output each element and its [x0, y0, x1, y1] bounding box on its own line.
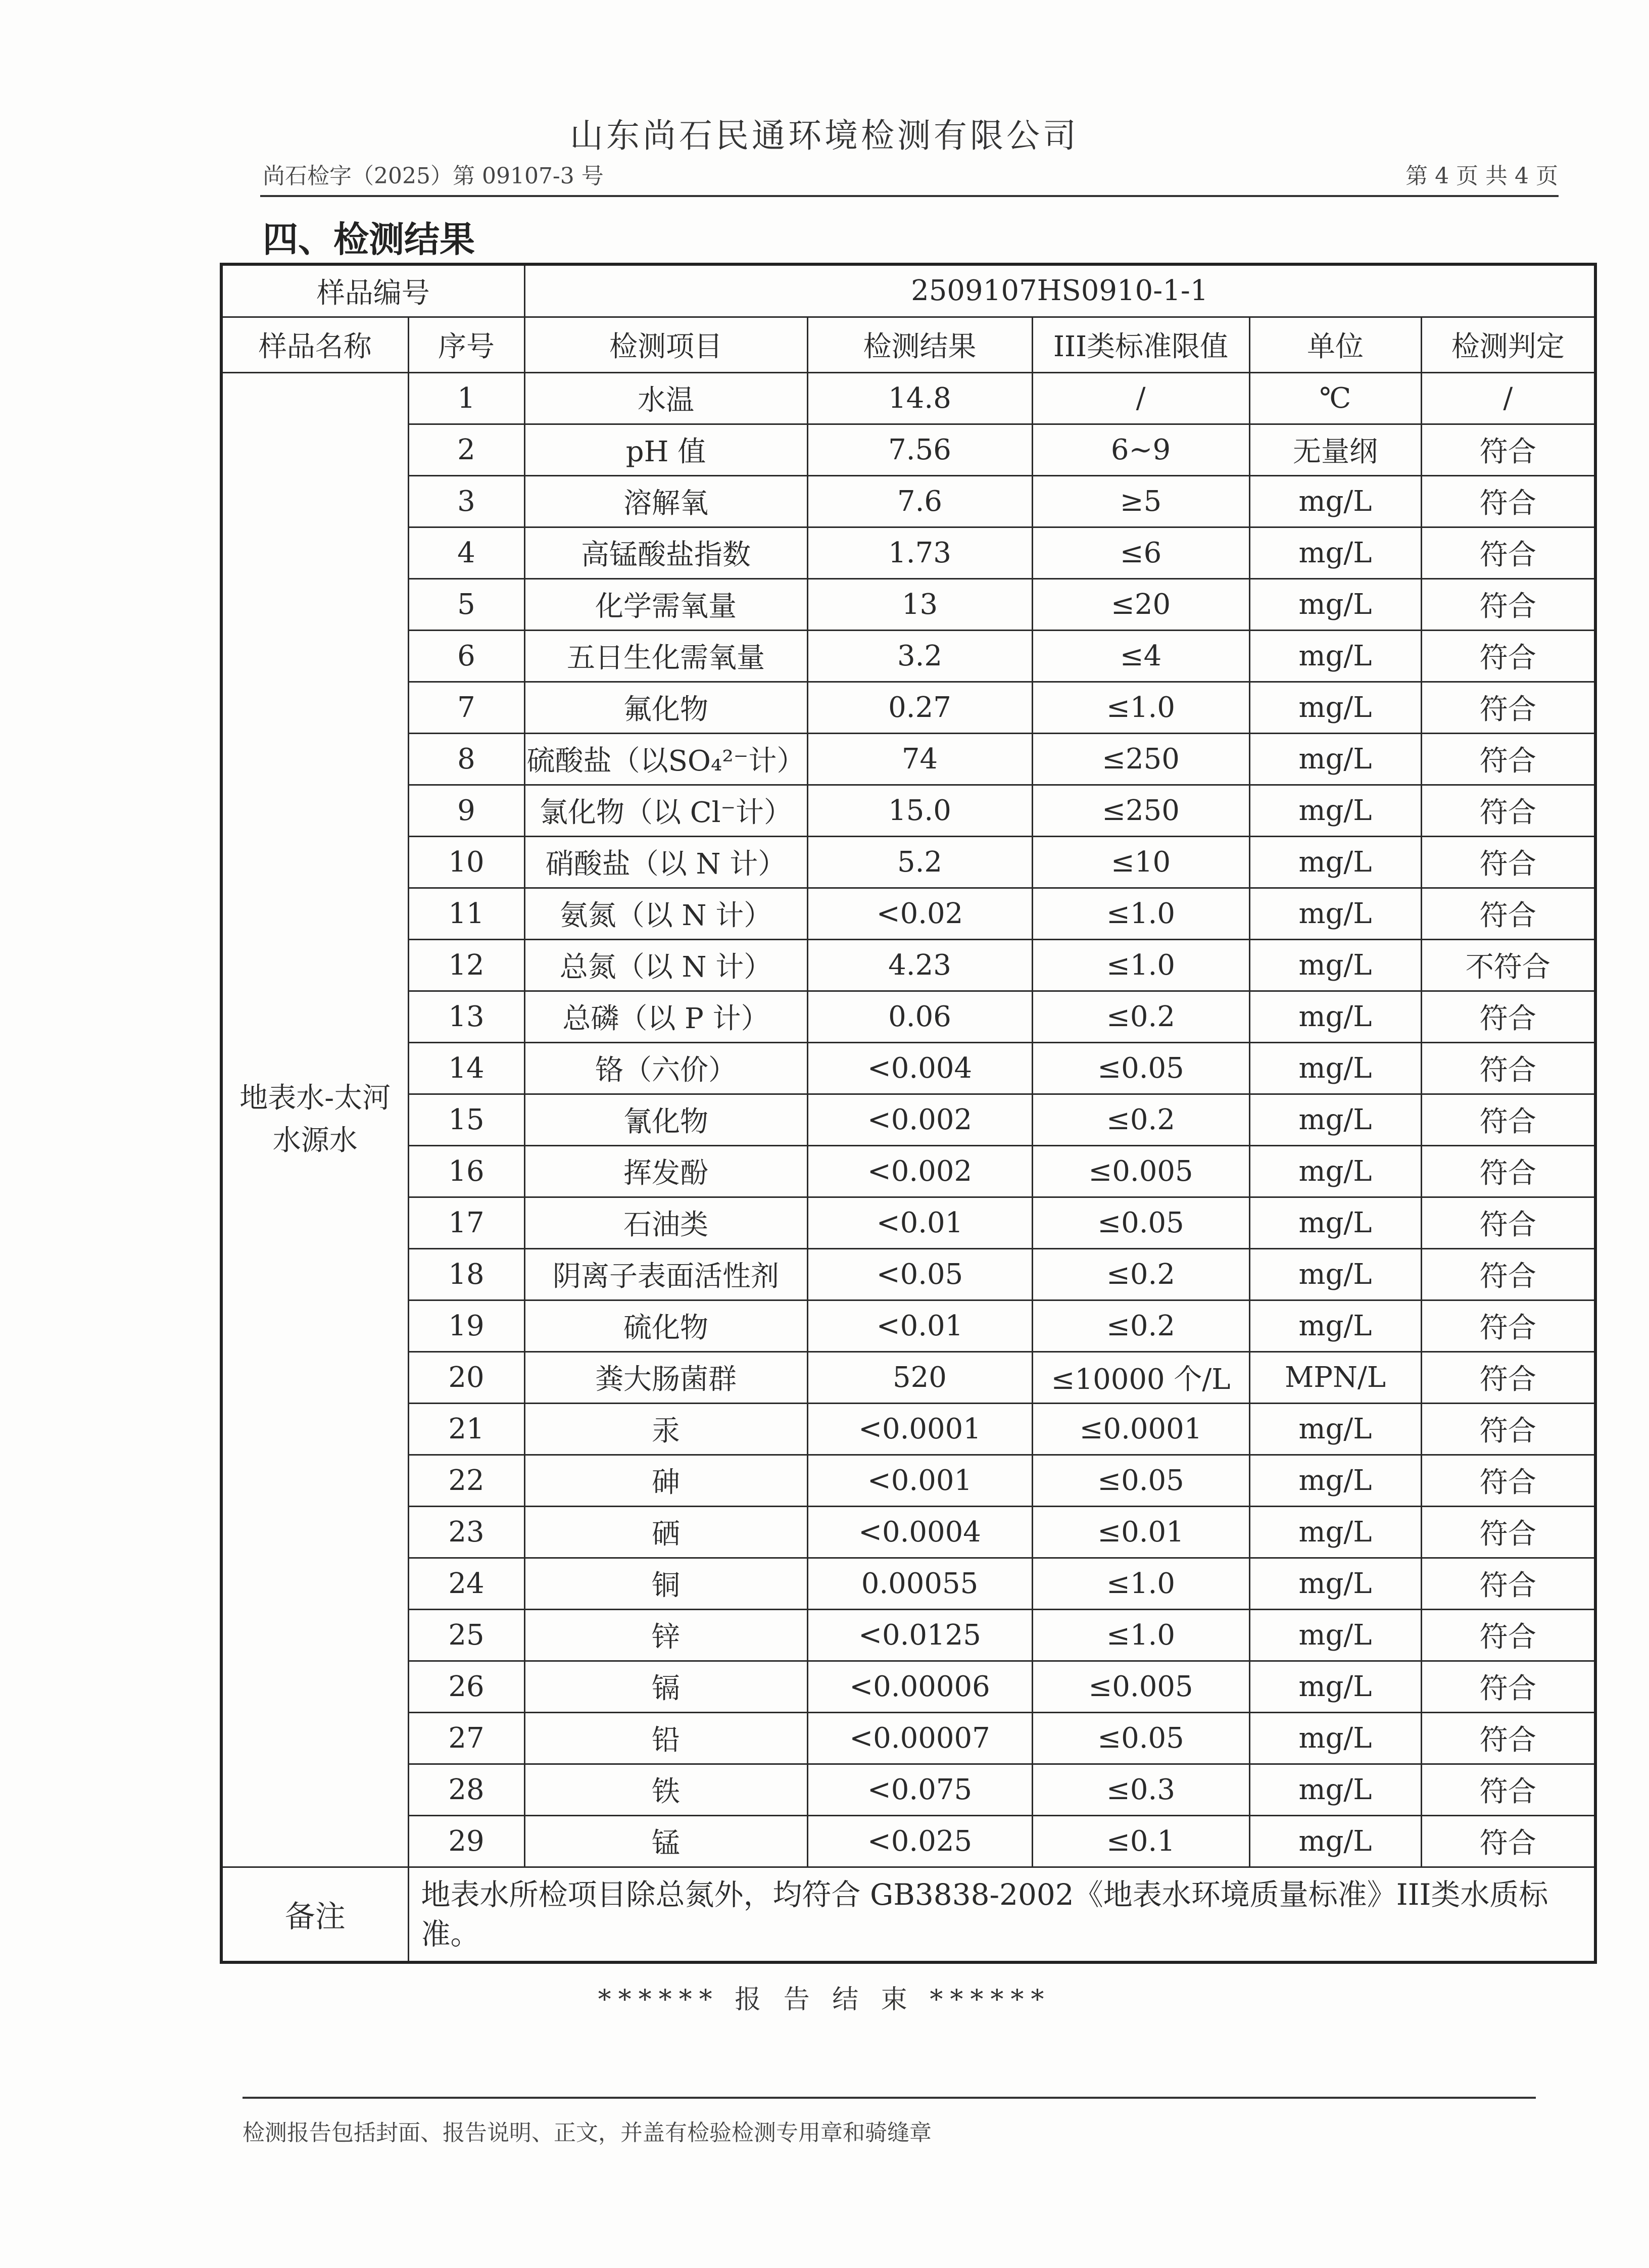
table-row — [221, 1300, 1595, 1352]
row-number-cell: 14 — [408, 1042, 524, 1094]
table-row — [221, 682, 1595, 733]
test-item-cell: 氰化物 — [524, 1094, 807, 1145]
row-number-cell: 17 — [408, 1197, 524, 1248]
table-row — [221, 785, 1595, 836]
row-number-cell: 3 — [408, 475, 524, 527]
judgement-cell: 符合 — [1421, 424, 1595, 475]
judgement-cell: 符合 — [1421, 578, 1595, 630]
test-result-cell: <0.00006 — [807, 1661, 1032, 1712]
test-item-cell: 总氮（以 N 计） — [524, 939, 807, 991]
row-number-cell: 24 — [408, 1558, 524, 1609]
row-number-cell: 27 — [408, 1712, 524, 1764]
report-number: 尚石检字（2025）第 09107-3 号 — [263, 163, 604, 189]
test-result-cell: <0.004 — [807, 1042, 1032, 1094]
test-result-cell: <0.0001 — [807, 1403, 1032, 1455]
standard-limit-cell: ≤0.005 — [1032, 1145, 1249, 1197]
test-result-cell: 7.56 — [807, 424, 1032, 475]
standard-limit-cell: ≤0.05 — [1032, 1455, 1249, 1506]
results-table — [220, 263, 1597, 1964]
test-result-cell: 74 — [807, 733, 1032, 785]
sample-number-label: 样品编号 — [221, 264, 524, 317]
standard-limit-cell: ≤0.05 — [1032, 1197, 1249, 1248]
table-row — [221, 1094, 1595, 1145]
row-number-cell: 6 — [408, 630, 524, 682]
table-row — [221, 888, 1595, 939]
column-header: 检测项目 — [524, 317, 807, 372]
unit-cell: mg/L — [1249, 1403, 1421, 1455]
judgement-cell: 符合 — [1421, 991, 1595, 1042]
sample-number-value: 2509107HS0910-1-1 — [524, 264, 1595, 317]
test-item-cell: 铁 — [524, 1764, 807, 1815]
test-result-cell: <0.001 — [807, 1455, 1032, 1506]
footer-note: 检测报告包括封面、报告说明、正文，并盖有检验检测专用章和骑缝章 — [243, 2120, 932, 2146]
judgement-cell: 符合 — [1421, 1403, 1595, 1455]
unit-cell: mg/L — [1249, 578, 1421, 630]
unit-cell: mg/L — [1249, 1094, 1421, 1145]
row-number-cell: 1 — [408, 372, 524, 424]
table-row — [221, 475, 1595, 527]
standard-limit-cell: ≤10000 个/L — [1032, 1352, 1249, 1403]
standard-limit-cell: ≤0.05 — [1032, 1042, 1249, 1094]
judgement-cell: 符合 — [1421, 1661, 1595, 1712]
standard-limit-cell: ≤1.0 — [1032, 888, 1249, 939]
column-header: 序号 — [408, 317, 524, 372]
standard-limit-cell: 6~9 — [1032, 424, 1249, 475]
unit-cell: mg/L — [1249, 939, 1421, 991]
judgement-cell: 符合 — [1421, 836, 1595, 888]
test-item-cell: 硝酸盐（以 N 计） — [524, 836, 807, 888]
remark-label: 备注 — [221, 1867, 408, 1962]
test-result-cell: 5.2 — [807, 836, 1032, 888]
unit-cell: mg/L — [1249, 1609, 1421, 1661]
standard-limit-cell: ≤4 — [1032, 630, 1249, 682]
test-result-cell: <0.01 — [807, 1300, 1032, 1352]
remark-text: 地表水所检项目除总氮外，均符合 GB3838-2002《地表水环境质量标准》III类水质标准。 — [408, 1867, 1595, 1962]
standard-limit-cell: ≤1.0 — [1032, 1558, 1249, 1609]
unit-cell: mg/L — [1249, 682, 1421, 733]
test-result-cell: <0.0125 — [807, 1609, 1032, 1661]
page-info: 第 4 页 共 4 页 — [1405, 163, 1558, 189]
header-rule — [260, 195, 1559, 197]
test-result-cell: 15.0 — [807, 785, 1032, 836]
unit-cell: mg/L — [1249, 733, 1421, 785]
standard-limit-cell: ≤0.2 — [1032, 1300, 1249, 1352]
row-number-cell: 22 — [408, 1455, 524, 1506]
standard-limit-cell: ≤0.2 — [1032, 991, 1249, 1042]
judgement-cell: 符合 — [1421, 527, 1595, 578]
unit-cell: mg/L — [1249, 785, 1421, 836]
test-item-cell: 硒 — [524, 1506, 807, 1558]
table-header-row — [221, 317, 1595, 372]
judgement-cell: / — [1421, 372, 1595, 424]
unit-cell: mg/L — [1249, 527, 1421, 578]
table-row — [221, 836, 1595, 888]
table-row — [221, 991, 1595, 1042]
test-item-cell: 镉 — [524, 1661, 807, 1712]
test-result-cell: <0.01 — [807, 1197, 1032, 1248]
test-result-cell: <0.002 — [807, 1145, 1032, 1197]
judgement-cell: 符合 — [1421, 1197, 1595, 1248]
test-item-cell: 溶解氧 — [524, 475, 807, 527]
test-item-cell: 氨氮（以 N 计） — [524, 888, 807, 939]
unit-cell: mg/L — [1249, 630, 1421, 682]
test-result-cell: 13 — [807, 578, 1032, 630]
unit-cell: mg/L — [1249, 1558, 1421, 1609]
test-result-cell: <0.0004 — [807, 1506, 1032, 1558]
unit-cell: mg/L — [1249, 1042, 1421, 1094]
standard-limit-cell: ≤0.01 — [1032, 1506, 1249, 1558]
test-item-cell: 总磷（以 P 计） — [524, 991, 807, 1042]
table-row — [221, 1609, 1595, 1661]
row-number-cell: 21 — [408, 1403, 524, 1455]
table-row — [221, 1506, 1595, 1558]
standard-limit-cell: ≤250 — [1032, 785, 1249, 836]
row-number-cell: 11 — [408, 888, 524, 939]
row-number-cell: 10 — [408, 836, 524, 888]
column-header: 检测结果 — [807, 317, 1032, 372]
test-result-cell: <0.05 — [807, 1248, 1032, 1300]
judgement-cell: 符合 — [1421, 1352, 1595, 1403]
standard-limit-cell: ≤0.1 — [1032, 1815, 1249, 1867]
test-result-cell: 520 — [807, 1352, 1032, 1403]
standard-limit-cell: ≤6 — [1032, 527, 1249, 578]
test-result-cell: 0.00055 — [807, 1558, 1032, 1609]
standard-limit-cell: / — [1032, 372, 1249, 424]
unit-cell: mg/L — [1249, 1248, 1421, 1300]
test-item-cell: 硫化物 — [524, 1300, 807, 1352]
test-item-cell: 铅 — [524, 1712, 807, 1764]
unit-cell: mg/L — [1249, 475, 1421, 527]
judgement-cell: 符合 — [1421, 888, 1595, 939]
judgement-cell: 符合 — [1421, 475, 1595, 527]
test-item-cell: 粪大肠菌群 — [524, 1352, 807, 1403]
table-row — [221, 939, 1595, 991]
row-number-cell: 8 — [408, 733, 524, 785]
unit-cell: mg/L — [1249, 1197, 1421, 1248]
sample-name-cell: 地表水-太河水源水 — [221, 372, 408, 1867]
unit-cell: mg/L — [1249, 1764, 1421, 1815]
unit-cell: mg/L — [1249, 1145, 1421, 1197]
column-header: 单位 — [1249, 317, 1421, 372]
remark-row — [221, 1867, 1595, 1962]
judgement-cell: 符合 — [1421, 682, 1595, 733]
test-result-cell: 4.23 — [807, 939, 1032, 991]
unit-cell: mg/L — [1249, 1455, 1421, 1506]
table-row — [221, 1197, 1595, 1248]
judgement-cell: 符合 — [1421, 1042, 1595, 1094]
test-result-cell: 14.8 — [807, 372, 1032, 424]
test-item-cell: 五日生化需氧量 — [524, 630, 807, 682]
standard-limit-cell: ≤1.0 — [1032, 939, 1249, 991]
company-name: 山东尚石民通环境检测有限公司 — [570, 116, 1079, 155]
standard-limit-cell: ≤1.0 — [1032, 1609, 1249, 1661]
standard-limit-cell: ≤1.0 — [1032, 682, 1249, 733]
judgement-cell: 符合 — [1421, 630, 1595, 682]
unit-cell: mg/L — [1249, 1506, 1421, 1558]
table-row — [221, 1042, 1595, 1094]
judgement-cell: 符合 — [1421, 1300, 1595, 1352]
test-item-cell: pH 值 — [524, 424, 807, 475]
judgement-cell: 符合 — [1421, 1712, 1595, 1764]
test-item-cell: 氯化物（以 Cl⁻计） — [524, 785, 807, 836]
test-item-cell: 汞 — [524, 1403, 807, 1455]
row-number-cell: 9 — [408, 785, 524, 836]
row-number-cell: 23 — [408, 1506, 524, 1558]
standard-limit-cell: ≤250 — [1032, 733, 1249, 785]
report-end-mark: ****** 报 告 结 束 ****** — [598, 1985, 1051, 2015]
standard-limit-cell: ≤0.005 — [1032, 1661, 1249, 1712]
test-result-cell: <0.025 — [807, 1815, 1032, 1867]
test-item-cell: 高锰酸盐指数 — [524, 527, 807, 578]
standard-limit-cell: ≤10 — [1032, 836, 1249, 888]
unit-cell: mg/L — [1249, 1712, 1421, 1764]
row-number-cell: 15 — [408, 1094, 524, 1145]
table-row — [221, 372, 1595, 424]
judgement-cell: 符合 — [1421, 1455, 1595, 1506]
test-item-cell: 阴离子表面活性剂 — [524, 1248, 807, 1300]
row-number-cell: 29 — [408, 1815, 524, 1867]
table-row — [221, 1558, 1595, 1609]
judgement-cell: 符合 — [1421, 733, 1595, 785]
table-row — [221, 1712, 1595, 1764]
section-title: 四、检测结果 — [263, 219, 475, 260]
standard-limit-cell: ≤0.2 — [1032, 1094, 1249, 1145]
test-result-cell: 0.06 — [807, 991, 1032, 1042]
unit-cell: 无量纲 — [1249, 424, 1421, 475]
test-item-cell: 锌 — [524, 1609, 807, 1661]
test-item-cell: 砷 — [524, 1455, 807, 1506]
test-item-cell: 水温 — [524, 372, 807, 424]
table-row — [221, 630, 1595, 682]
test-result-cell: <0.002 — [807, 1094, 1032, 1145]
test-result-cell: 1.73 — [807, 527, 1032, 578]
table-row — [221, 424, 1595, 475]
table-row — [221, 1403, 1595, 1455]
table-row — [221, 578, 1595, 630]
row-number-cell: 13 — [408, 991, 524, 1042]
unit-cell: MPN/L — [1249, 1352, 1421, 1403]
table-row — [221, 1248, 1595, 1300]
standard-limit-cell: ≤0.0001 — [1032, 1403, 1249, 1455]
table-row — [221, 1455, 1595, 1506]
row-number-cell: 19 — [408, 1300, 524, 1352]
unit-cell: mg/L — [1249, 1815, 1421, 1867]
judgement-cell: 符合 — [1421, 785, 1595, 836]
judgement-cell: 符合 — [1421, 1609, 1595, 1661]
unit-cell: mg/L — [1249, 1661, 1421, 1712]
standard-limit-cell: ≤0.05 — [1032, 1712, 1249, 1764]
test-result-cell: 3.2 — [807, 630, 1032, 682]
row-number-cell: 12 — [408, 939, 524, 991]
row-number-cell: 16 — [408, 1145, 524, 1197]
row-number-cell: 20 — [408, 1352, 524, 1403]
judgement-cell: 符合 — [1421, 1094, 1595, 1145]
test-item-cell: 锰 — [524, 1815, 807, 1867]
judgement-cell: 符合 — [1421, 1506, 1595, 1558]
row-number-cell: 28 — [408, 1764, 524, 1815]
row-number-cell: 7 — [408, 682, 524, 733]
table-row — [221, 1815, 1595, 1867]
column-header: 样品名称 — [221, 317, 408, 372]
judgement-cell: 不符合 — [1421, 939, 1595, 991]
table-row — [221, 1764, 1595, 1815]
table-row — [221, 1352, 1595, 1403]
column-header: III类标准限值 — [1032, 317, 1249, 372]
row-number-cell: 2 — [408, 424, 524, 475]
row-number-cell: 5 — [408, 578, 524, 630]
judgement-cell: 符合 — [1421, 1558, 1595, 1609]
unit-cell: mg/L — [1249, 888, 1421, 939]
test-result-cell: 7.6 — [807, 475, 1032, 527]
standard-limit-cell: ≥5 — [1032, 475, 1249, 527]
unit-cell: mg/L — [1249, 1300, 1421, 1352]
unit-cell: ℃ — [1249, 372, 1421, 424]
judgement-cell: 符合 — [1421, 1145, 1595, 1197]
column-header: 检测判定 — [1421, 317, 1595, 372]
footer-rule — [243, 2097, 1536, 2099]
judgement-cell: 符合 — [1421, 1248, 1595, 1300]
table-row — [221, 1661, 1595, 1712]
test-item-cell: 挥发酚 — [524, 1145, 807, 1197]
test-result-cell: 0.27 — [807, 682, 1032, 733]
test-item-cell: 硫酸盐（以SO₄²⁻计） — [524, 733, 807, 785]
table-row — [221, 733, 1595, 785]
row-number-cell: 18 — [408, 1248, 524, 1300]
row-number-cell: 26 — [408, 1661, 524, 1712]
unit-cell: mg/L — [1249, 991, 1421, 1042]
test-item-cell: 化学需氧量 — [524, 578, 807, 630]
test-result-cell: <0.00007 — [807, 1712, 1032, 1764]
sample-number-row — [221, 264, 1595, 317]
table-row — [221, 527, 1595, 578]
unit-cell: mg/L — [1249, 836, 1421, 888]
test-item-cell: 铜 — [524, 1558, 807, 1609]
test-item-cell: 氟化物 — [524, 682, 807, 733]
standard-limit-cell: ≤0.3 — [1032, 1764, 1249, 1815]
test-result-cell: <0.02 — [807, 888, 1032, 939]
judgement-cell: 符合 — [1421, 1764, 1595, 1815]
test-item-cell: 铬（六价） — [524, 1042, 807, 1094]
judgement-cell: 符合 — [1421, 1815, 1595, 1867]
standard-limit-cell: ≤0.2 — [1032, 1248, 1249, 1300]
test-item-cell: 石油类 — [524, 1197, 807, 1248]
row-number-cell: 4 — [408, 527, 524, 578]
standard-limit-cell: ≤20 — [1032, 578, 1249, 630]
table-row — [221, 1145, 1595, 1197]
row-number-cell: 25 — [408, 1609, 524, 1661]
test-result-cell: <0.075 — [807, 1764, 1032, 1815]
